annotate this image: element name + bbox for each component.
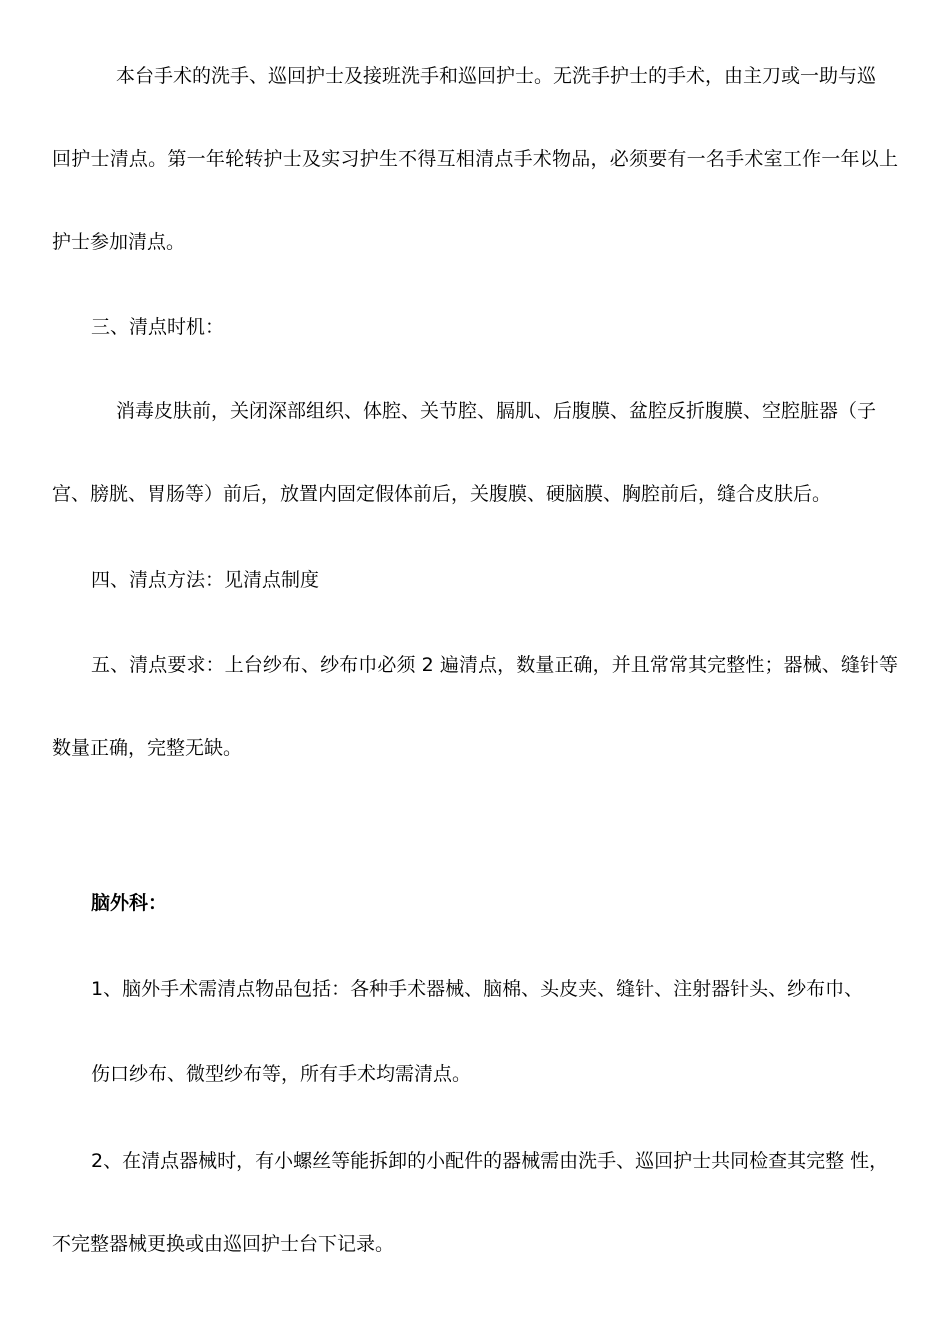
text-line: 2、在清点器械时，有小螺丝等能拆卸的小配件的器械需由洗手、巡回护士共同检查其完整 性， [91,1150,889,1172]
text-line: 数量正确，完整无缺。 [52,737,243,759]
text-line: 1、脑外手术需清点物品包括：各种手术器械、脑棉、头皮夹、缝针、注射器针头、纱布巾、 [91,978,864,1000]
text-line: 脑外科： [91,892,168,914]
text-line: 回护士清点。第一年轮转护士及实习护生不得互相清点手术物品，必须要有一名手术室工作一年以上 [52,148,898,170]
text-line: 护士参加清点。 [52,231,186,253]
text-line: 伤口纱布、微型纱布等，所有手术均需清点。 [91,1063,472,1085]
text-line: 本台手术的洗手、巡回护士及接班洗手和巡回护士。无洗手护士的手术，由主刀或一助与巡 [116,65,877,87]
text-line: 不完整器械更换或由巡回护士台下记录。 [52,1233,395,1255]
text-line: 四、清点方法：见清点制度 [91,569,320,591]
text-line: 消毒皮肤前，关闭深部组织、体腔、关节腔、膈肌、后腹膜、盆腔反折腹膜、空腔脏器（子 [116,400,877,422]
text-line: 五、清点要求：上台纱布、纱布巾必须 2 遍清点，数量正确，并且常常其完整性；器械、缝针等 [91,654,898,676]
text-line: 三、清点时机： [91,316,225,338]
text-line: 宫、膀胱、胃肠等）前后，放置内固定假体前后，关腹膜、硬脑膜、胸腔前后，缝合皮肤后。 [52,483,832,505]
